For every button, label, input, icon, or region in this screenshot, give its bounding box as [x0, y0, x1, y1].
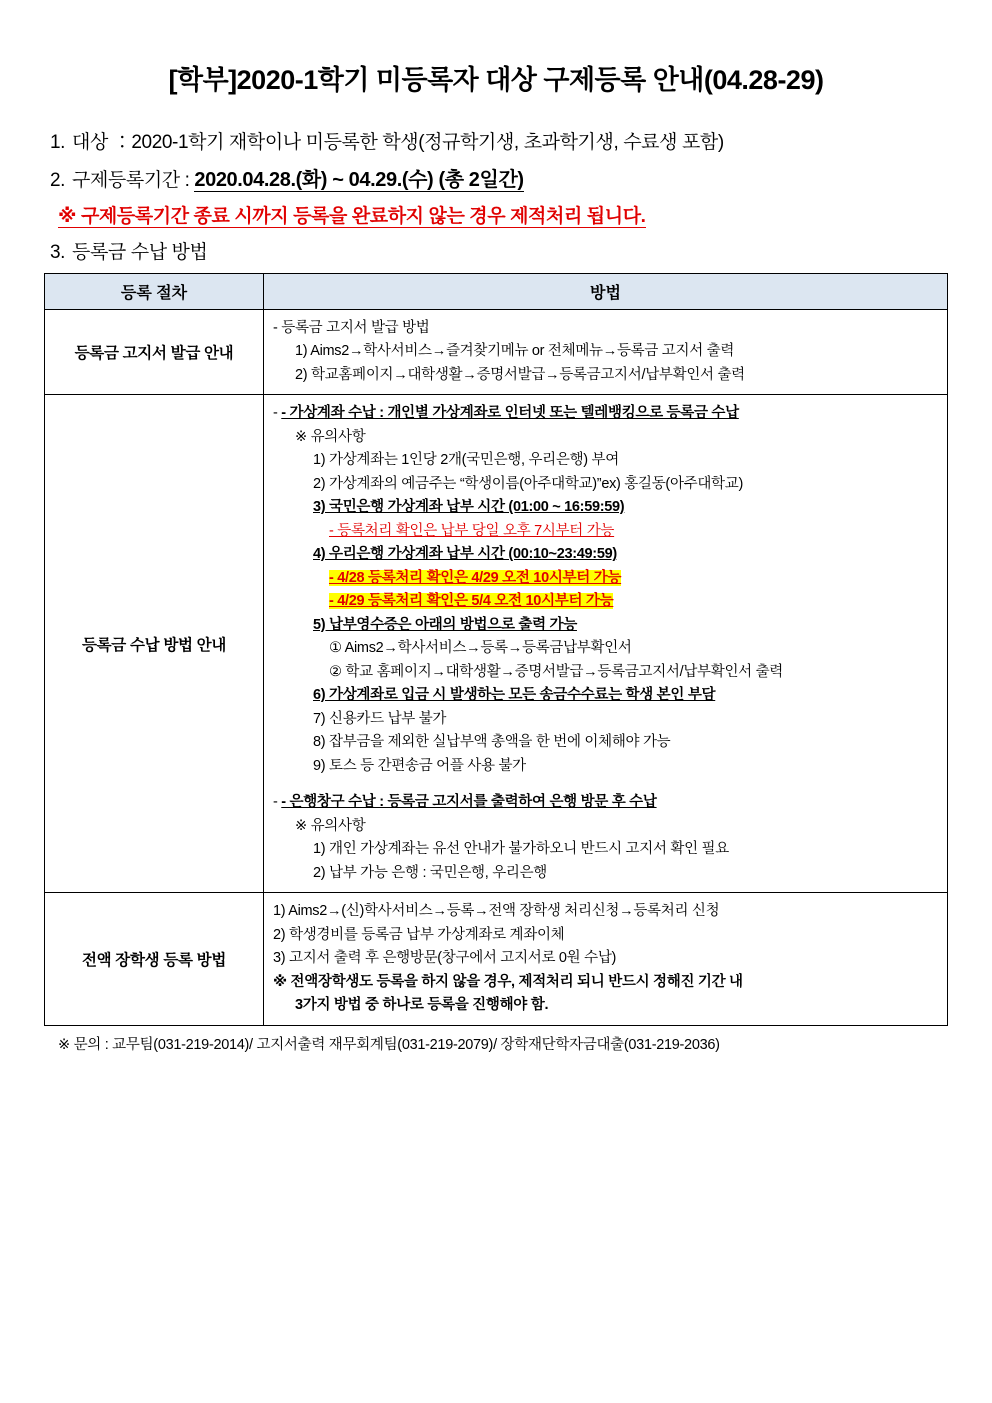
item-1-text: 대상 ：2020-1학기 재학이나 미등록한 학생(정규학기생, 초과학기생, 수료생 포함) — [72, 132, 724, 153]
line-text: 4) 우리은행 가상계좌 납부 시간 (00:10~23:49:59) — [313, 546, 617, 563]
line — [273, 567, 938, 590]
registration-period-value: 2020.04.28.(화) ~ 04.29.(수) (총 2일간) — [194, 169, 524, 191]
line — [273, 684, 938, 707]
line: 2) 학생경비를 등록금 납부 가상계좌로 계좌이체 — [273, 926, 565, 943]
line — [273, 543, 938, 566]
table-header-procedure: 등록 절차 — [45, 274, 264, 310]
line-text: - 4/28 등록처리 확인은 4/29 오전 10시부터 가능 — [329, 569, 622, 586]
item-3-text: 등록금 수납 방법 — [72, 242, 208, 263]
row-label-payment-method: 등록금 수납 방법 안내 — [45, 395, 264, 893]
line: 1) 개인 가상계좌는 유선 안내가 불가하오니 반드시 고지서 확인 필요 — [313, 841, 729, 858]
payment-method-table — [44, 273, 948, 1026]
line — [273, 520, 938, 543]
line: ※ 유의사항 — [295, 817, 366, 834]
line-text: - 은행창구 수납 : 등록금 고지서를 출력하여 은행 방문 후 수납 — [281, 794, 657, 811]
row-body-full-scholarship — [264, 893, 948, 1025]
line-text: - 가상계좌 수납 : 개인별 가상계좌로 인터넷 또는 텔레뱅킹으로 등록금 수납 — [281, 405, 739, 422]
row-body-bill-issue — [264, 310, 948, 395]
item-3-number: 3. — [50, 242, 66, 263]
line: 7) 신용카드 납부 불가 — [313, 710, 447, 727]
warning-notice — [44, 201, 948, 228]
line: 2) 납부 가능 은행 : 국민은행, 우리은행 — [313, 864, 548, 881]
line: 1) Aims2→학사서비스→즐겨찾기메뉴 or 전체메뉴→등록금 고지서 출력 — [295, 343, 735, 360]
line-text: - 4/29 등록처리 확인은 5/4 오전 10시부터 가능 — [329, 593, 614, 610]
table-row — [45, 893, 948, 1025]
warning-notice-text: ※ 구제등록기간 종료 시까지 등록을 완료하지 않는 경우 제적처리 됩니다. — [58, 206, 646, 227]
table-header-row — [45, 274, 948, 310]
line: ② 학교 홈페이지→대학생활→증명서발급→등록금고지서/납부확인서 출력 — [329, 663, 784, 680]
line — [273, 496, 938, 519]
item-3 — [44, 237, 948, 264]
item-2-label: 구제등록기간 : — [72, 170, 195, 191]
line: 2) 가상계좌의 예금주는 “학생이름(아주대학교)”ex) 홍길동(아주대학교) — [313, 475, 744, 492]
item-2 — [44, 163, 948, 192]
line-text: - 등록처리 확인은 납부 당일 오후 7시부터 가능 — [329, 522, 615, 539]
table-row — [45, 395, 948, 893]
line-text: 6) 가상계좌로 입금 시 발생하는 모든 송금수수료는 학생 본인 부담 — [313, 687, 716, 704]
line: ※ 전액장학생도 등록을 하지 않을 경우, 제적처리 되니 반드시 정해진 기간 내 — [273, 973, 743, 990]
line: 3) 고지서 출력 후 은행방문(창구에서 고지서로 0원 수납) — [273, 950, 617, 967]
line: 2) 학교홈페이지→대학생활→증명서발급→등록금고지서/납부확인서 출력 — [295, 366, 745, 383]
table-header-method: 방법 — [264, 274, 948, 310]
line: 9) 토스 등 간편송금 어플 사용 불가 — [313, 757, 526, 774]
line-text: 5) 납부영수증은 아래의 방법으로 출력 가능 — [313, 616, 577, 633]
line: ※ 유의사항 — [295, 428, 366, 445]
item-1 — [44, 127, 948, 154]
line: - - 가상계좌 수납 : 개인별 가상계좌로 인터넷 또는 텔레뱅킹으로 등록금 수납 — [273, 405, 739, 422]
item-2-number: 2. — [50, 170, 66, 191]
line — [273, 590, 938, 613]
line: - 등록금 고지서 발급 방법 — [273, 320, 430, 336]
line: 3가지 방법 중 하나로 등록을 진행해야 함. — [295, 997, 549, 1014]
line: 8) 잡부금을 제외한 실납부액 총액을 한 번에 이체해야 가능 — [313, 734, 671, 751]
page-title: [학부]2020-1학기 미등록자 대상 구제등록 안내(04.28-29) — [168, 65, 824, 95]
row-label-bill-issue: 등록금 고지서 발급 안내 — [45, 310, 264, 395]
table-row — [45, 310, 948, 395]
line: 1) 가상계좌는 1인당 2개(국민은행, 우리은행) 부여 — [313, 452, 619, 469]
row-body-payment-method — [264, 395, 948, 893]
contact-note: ※ 문의 : 교무팀(031-219-2014)/ 고지서출력 재무회계팀(031-219-2079)/ 장학재단학자금대출(031-219-2036) — [58, 1036, 720, 1053]
line: 1) Aims2→(신)학사서비스→등록→전액 장학생 처리신청→등록처리 신청 — [273, 903, 720, 920]
spacer — [273, 778, 938, 791]
line: - - 은행창구 수납 : 등록금 고지서를 출력하여 은행 방문 후 수납 — [273, 794, 657, 811]
item-1-number: 1. — [50, 132, 66, 153]
line: ① Aims2→학사서비스→등록→등록금납부확인서 — [329, 640, 632, 657]
line-text: 3) 국민은행 가상계좌 납부 시간 (01:00 ~ 16:59:59) — [313, 499, 625, 516]
row-label-full-scholarship: 전액 장학생 등록 방법 — [45, 893, 264, 1025]
line — [273, 614, 938, 637]
